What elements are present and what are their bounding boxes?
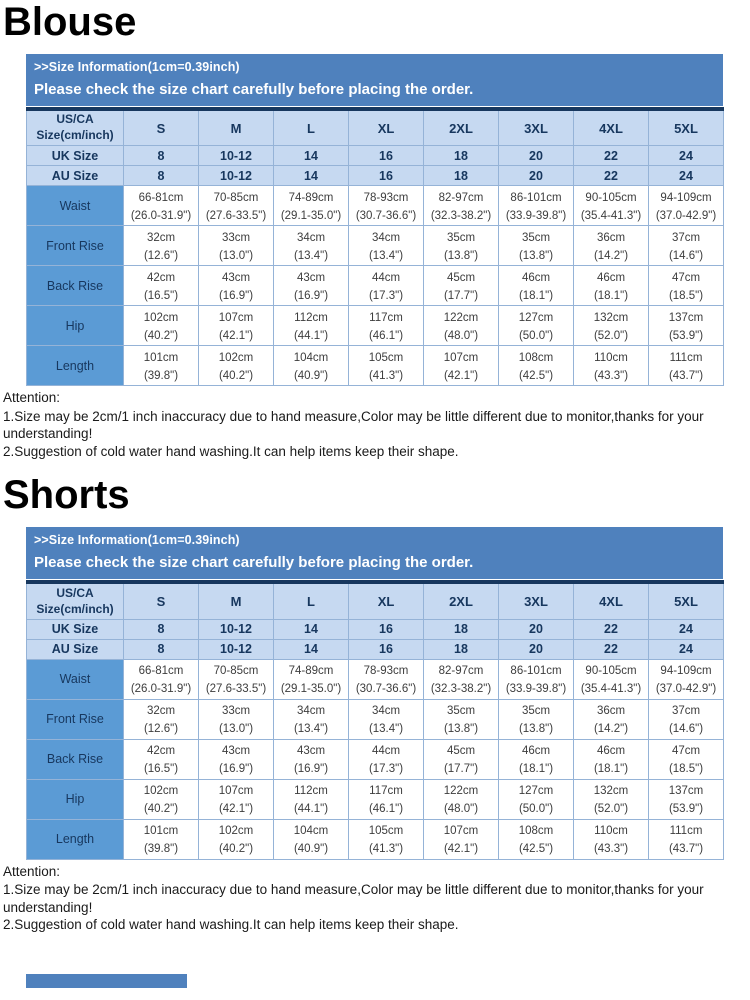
size-value-cell: 10-12 (199, 166, 274, 186)
measurement-cell: 70-85cm (27.6-33.5") (199, 186, 274, 226)
attention-note-shorts (3, 863, 747, 934)
row-label: Back Rise (27, 266, 124, 306)
size-value-cell: 18 (424, 639, 499, 659)
measurement-cell: 110cm (43.3") (574, 346, 649, 386)
row-label: Waist (27, 659, 124, 699)
size-value-cell: 18 (424, 166, 499, 186)
section-blouse (0, 0, 750, 460)
measurement-cell: 127cm (50.0") (499, 306, 574, 346)
row-label: Length (27, 819, 124, 859)
measurement-cell: 47cm (18.5") (649, 739, 724, 779)
size-value-cell: 16 (349, 639, 424, 659)
measurement-cell: 36cm (14.2") (574, 226, 649, 266)
measurement-cell: 105cm (41.3") (349, 346, 424, 386)
measurement-cell: 46cm (18.1") (574, 266, 649, 306)
table-header-row (27, 109, 724, 146)
measurement-cell: 102cm (40.2") (124, 779, 199, 819)
measurement-cell: 46cm (18.1") (574, 739, 649, 779)
row-label: Front Rise (27, 699, 124, 739)
measurement-cell: 108cm (42.5") (499, 819, 574, 859)
size-value-cell: 14 (274, 166, 349, 186)
measurement-cell: 74-89cm (29.1-35.0") (274, 186, 349, 226)
row-label: Back Rise (27, 739, 124, 779)
section-shorts (0, 473, 750, 933)
measurement-cell: 117cm (46.1") (349, 306, 424, 346)
measurement-cell: 35cm (13.8") (424, 699, 499, 739)
size-table-blouse (26, 107, 724, 387)
measurement-cell: 37cm (14.6") (649, 699, 724, 739)
size-value-cell: 8 (124, 166, 199, 186)
measurement-cell: 43cm (16.9") (199, 739, 274, 779)
row-label: AU Size (27, 639, 124, 659)
measurement-cell: 46cm (18.1") (499, 266, 574, 306)
measurement-cell: 36cm (14.2") (574, 699, 649, 739)
size-col-header: L (274, 582, 349, 619)
table-header-row (27, 582, 724, 619)
size-value-cell: 10-12 (199, 146, 274, 166)
measurement-cell: 104cm (40.9") (274, 819, 349, 859)
size-value-cell: 24 (649, 166, 724, 186)
measurement-cell: 42cm (16.5") (124, 266, 199, 306)
size-info-banner (26, 54, 723, 106)
row-label: Length (27, 346, 124, 386)
size-value-cell: 16 (349, 619, 424, 639)
table-row (27, 819, 724, 859)
measurement-cell: 47cm (18.5") (649, 266, 724, 306)
size-value-cell: 24 (649, 146, 724, 166)
attention-line-2: 2.Suggestion of cold water hand washing.It can help items keep their shape. (3, 443, 459, 459)
row-label: Front Rise (27, 226, 124, 266)
measurement-cell: 94-109cm (37.0-42.9") (649, 186, 724, 226)
size-value-cell: 10-12 (199, 639, 274, 659)
size-col-header: 3XL (499, 582, 574, 619)
measurement-cell: 74-89cm (29.1-35.0") (274, 659, 349, 699)
size-info-banner (26, 527, 723, 579)
measurement-cell: 33cm (13.0") (199, 699, 274, 739)
measurement-cell: 35cm (13.8") (499, 226, 574, 266)
measurement-cell: 34cm (13.4") (274, 226, 349, 266)
row-label: UK Size (27, 146, 124, 166)
measurement-cell: 66-81cm (26.0-31.9") (124, 659, 199, 699)
measurement-cell: 35cm (13.8") (424, 226, 499, 266)
size-value-cell: 8 (124, 619, 199, 639)
measurement-cell: 66-81cm (26.0-31.9") (124, 186, 199, 226)
measurement-cell: 32cm (12.6") (124, 226, 199, 266)
page-title-shorts: Shorts (3, 473, 130, 518)
size-value-cell: 14 (274, 639, 349, 659)
measurement-cell: 43cm (16.9") (274, 266, 349, 306)
measurement-cell: 82-97cm (32.3-38.2") (424, 186, 499, 226)
measurement-cell: 32cm (12.6") (124, 699, 199, 739)
size-value-cell: 22 (574, 146, 649, 166)
measurement-cell: 70-85cm (27.6-33.5") (199, 659, 274, 699)
table-row (27, 306, 724, 346)
size-col-header: S (124, 109, 199, 146)
attention-note-blouse (3, 389, 747, 460)
measurement-cell: 107cm (42.1") (199, 306, 274, 346)
table-row (27, 779, 724, 819)
measurement-cell: 101cm (39.8") (124, 346, 199, 386)
table-row (27, 659, 724, 699)
size-value-cell: 8 (124, 639, 199, 659)
size-col-header: XL (349, 582, 424, 619)
table-row (27, 699, 724, 739)
page-title-blouse: Blouse (3, 0, 137, 44)
size-value-cell: 10-12 (199, 619, 274, 639)
measurement-cell: 127cm (50.0") (499, 779, 574, 819)
size-value-cell: 14 (274, 146, 349, 166)
measurement-cell: 35cm (13.8") (499, 699, 574, 739)
measurement-cell: 44cm (17.3") (349, 739, 424, 779)
measurement-cell: 111cm (43.7") (649, 819, 724, 859)
table-row (27, 166, 724, 186)
size-value-cell: 16 (349, 166, 424, 186)
banner-check-notice: Please check the size chart carefully before placing the order. (34, 80, 474, 98)
us-ca-size-header: US/CA Size(cm/inch) (27, 109, 124, 146)
attention-heading: Attention: (3, 863, 61, 879)
measurement-cell: 107cm (42.1") (424, 346, 499, 386)
size-value-cell: 20 (499, 166, 574, 186)
us-ca-size-header: US/CA Size(cm/inch) (27, 582, 124, 619)
measurement-cell: 108cm (42.5") (499, 346, 574, 386)
size-col-header: 2XL (424, 582, 499, 619)
measurement-cell: 111cm (43.7") (649, 346, 724, 386)
measurement-cell: 102cm (40.2") (199, 346, 274, 386)
size-col-header: 4XL (574, 582, 649, 619)
attention-line-1: 1.Size may be 2cm/1 inch inaccuracy due to hand measure,Color may be little different due to monitor,thanks for your understanding! (3, 882, 704, 915)
size-table-shorts (26, 580, 724, 860)
measurement-cell: 122cm (48.0") (424, 779, 499, 819)
measurement-cell: 37cm (14.6") (649, 226, 724, 266)
size-value-cell: 14 (274, 619, 349, 639)
table-row (27, 739, 724, 779)
table-row (27, 226, 724, 266)
table-row (27, 346, 724, 386)
attention-line-2: 2.Suggestion of cold water hand washing.It can help items keep their shape. (3, 917, 459, 933)
measurement-cell: 34cm (13.4") (349, 699, 424, 739)
measurement-cell: 132cm (52.0") (574, 779, 649, 819)
measurement-cell: 90-105cm (35.4-41.3") (574, 186, 649, 226)
size-value-cell: 18 (424, 146, 499, 166)
table-row (27, 186, 724, 226)
measurement-cell: 90-105cm (35.4-41.3") (574, 659, 649, 699)
size-col-header: 3XL (499, 109, 574, 146)
measurement-cell: 78-93cm (30.7-36.6") (349, 186, 424, 226)
measurement-cell: 43cm (16.9") (199, 266, 274, 306)
size-value-cell: 16 (349, 146, 424, 166)
measurement-cell: 43cm (16.9") (274, 739, 349, 779)
measurement-cell: 110cm (43.3") (574, 819, 649, 859)
row-label: Hip (27, 306, 124, 346)
measurement-cell: 102cm (40.2") (124, 306, 199, 346)
measurement-cell: 122cm (48.0") (424, 306, 499, 346)
size-col-header: L (274, 109, 349, 146)
size-value-cell: 22 (574, 639, 649, 659)
measurement-cell: 34cm (13.4") (274, 699, 349, 739)
measurement-cell: 137cm (53.9") (649, 779, 724, 819)
measurement-cell: 86-101cm (33.9-39.8") (499, 659, 574, 699)
measurement-cell: 86-101cm (33.9-39.8") (499, 186, 574, 226)
size-value-cell: 20 (499, 619, 574, 639)
table-row (27, 266, 724, 306)
measurement-cell: 45cm (17.7") (424, 739, 499, 779)
measurement-cell: 104cm (40.9") (274, 346, 349, 386)
table-row (27, 619, 724, 639)
table-row (27, 639, 724, 659)
measurement-cell: 112cm (44.1") (274, 779, 349, 819)
size-value-cell: 24 (649, 619, 724, 639)
measurement-cell: 78-93cm (30.7-36.6") (349, 659, 424, 699)
size-value-cell: 20 (499, 146, 574, 166)
size-value-cell: 18 (424, 619, 499, 639)
size-col-header: XL (349, 109, 424, 146)
row-label: UK Size (27, 619, 124, 639)
size-col-header: 2XL (424, 109, 499, 146)
measurement-cell: 107cm (42.1") (424, 819, 499, 859)
measurement-cell: 45cm (17.7") (424, 266, 499, 306)
row-label: Hip (27, 779, 124, 819)
size-value-cell: 22 (574, 619, 649, 639)
measurement-cell: 44cm (17.3") (349, 266, 424, 306)
measurement-cell: 82-97cm (32.3-38.2") (424, 659, 499, 699)
size-col-header: S (124, 582, 199, 619)
size-value-cell: 22 (574, 166, 649, 186)
size-value-cell: 20 (499, 639, 574, 659)
size-col-header: 5XL (649, 582, 724, 619)
row-label: AU Size (27, 166, 124, 186)
banner-size-info-label: >>Size Information(1cm=0.39inch) (34, 59, 240, 74)
size-col-header: M (199, 109, 274, 146)
size-value-cell: 24 (649, 639, 724, 659)
measurement-cell: 101cm (39.8") (124, 819, 199, 859)
measurement-cell: 107cm (42.1") (199, 779, 274, 819)
size-col-header: 4XL (574, 109, 649, 146)
size-col-header: 5XL (649, 109, 724, 146)
size-col-header: M (199, 582, 274, 619)
measurement-cell: 137cm (53.9") (649, 306, 724, 346)
measurement-cell: 46cm (18.1") (499, 739, 574, 779)
table-row (27, 146, 724, 166)
attention-line-1: 1.Size may be 2cm/1 inch inaccuracy due to hand measure,Color may be little different due to monitor,thanks for your understanding! (3, 408, 704, 442)
measurement-cell: 34cm (13.4") (349, 226, 424, 266)
measurement-cell: 42cm (16.5") (124, 739, 199, 779)
attention-heading: Attention: (3, 390, 61, 406)
measurement-cell: 105cm (41.3") (349, 819, 424, 859)
measurement-cell: 33cm (13.0") (199, 226, 274, 266)
banner-check-notice: Please check the size chart carefully before placing the order. (34, 554, 474, 572)
size-value-cell: 8 (124, 146, 199, 166)
measurement-cell: 102cm (40.2") (199, 819, 274, 859)
partial-banner-cutoff (26, 974, 187, 988)
measurement-cell: 112cm (44.1") (274, 306, 349, 346)
measurement-cell: 117cm (46.1") (349, 779, 424, 819)
row-label: Waist (27, 186, 124, 226)
measurement-cell: 132cm (52.0") (574, 306, 649, 346)
measurement-cell: 94-109cm (37.0-42.9") (649, 659, 724, 699)
banner-size-info-label: >>Size Information(1cm=0.39inch) (34, 533, 240, 548)
